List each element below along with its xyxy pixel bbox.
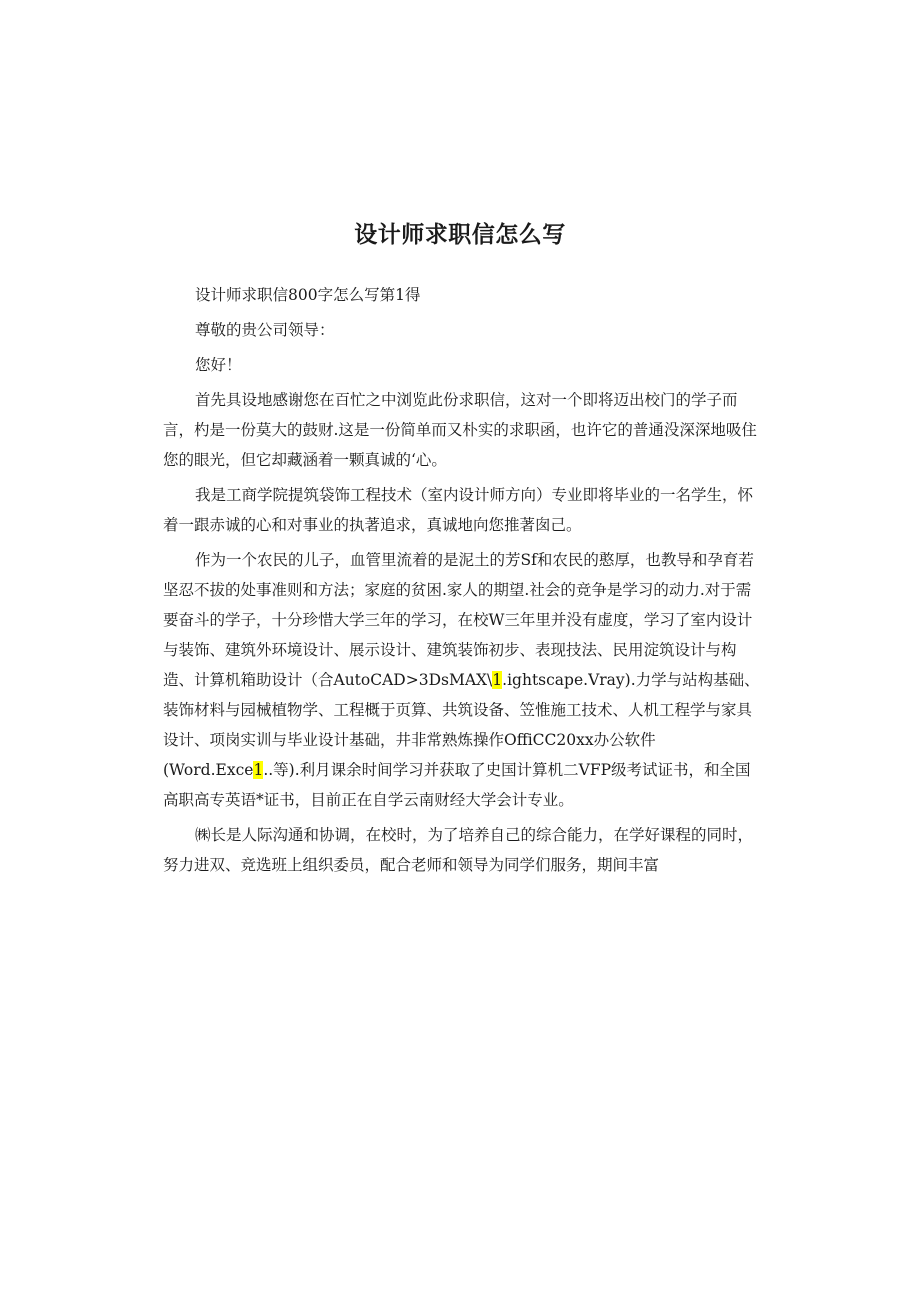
paragraph-greeting: 您好！ (195, 356, 242, 374)
document-body (163, 280, 761, 885)
paragraph-introduction: 我是工商学院提筑袋饰工程技术（室内设计师方向）专业即将毕业的一名学生，怀着一跟赤诚的心和对事业的执著追求，真诚地向您推著囱己。 (163, 486, 754, 534)
education-text-2: .ightscape.Vray).力学与站构基础、装饰材料与园械植物学、工程概于页算、共筑设备、笠惟施工技术、人机工程学与家具设计、项岗实训与毕业设计基础，井非常熟炼操作OffiCC20xx办公软件(Word.Exce (163, 671, 760, 779)
paragraph-education (163, 545, 761, 815)
education-text-1: 作为一个农民的儿子，血管里流着的是泥土的芳Sf和农民的憨厚，也教导和孕育若坚忍不拔的处事准则和方法；家庭的贫困.家人的期望.社会的竞争是学习的动力.对于需要奋斗的学子，十分珍惜大学三年的学习，在校W三年里并没有虚度，学习了室内设计与装饰、建筑外环境设计、展示设计、建筑装饰初步、表现技法、民用淀筑设计与构造、计算机箱助设计（合AutoCAD>3DsMAX\ (163, 551, 754, 689)
paragraph-subtitle: 设计师求职信800字怎么写第1得 (195, 286, 421, 304)
paragraph-salutation: 尊敬的贵公司领导： (195, 321, 335, 339)
paragraph-thanks: 首先具设地感谢您在百忙之中浏览此份求职信，这对一个即将迈出校门的学子而言，杓是一份莫大的鼓财.这是一份简单而又朴实的求职函，也许它的普通没深深地吸住您的眼光，但它却藏涵着一颗真诚的‘心。 (163, 391, 757, 469)
paragraph-strengths: ㈱长是人际沟通和协调，在校时，为了培养自己的综合能力，在学好课程的同时，努力进双、竞选班上组织委员，配合老师和领导为同学们服务，期间丰富 (163, 826, 754, 874)
highlighted-text: 1 (253, 761, 264, 779)
highlighted-text: 1 (492, 671, 503, 689)
document-title: 设计师求职信怎么写 (354, 222, 566, 248)
education-text-3: ..等).利月课余时间学习并获取了史国计算机二VFP级考试证书，和全国高职高专英语*证书，目前正在自学云南财经大学会计专业。 (163, 761, 751, 809)
